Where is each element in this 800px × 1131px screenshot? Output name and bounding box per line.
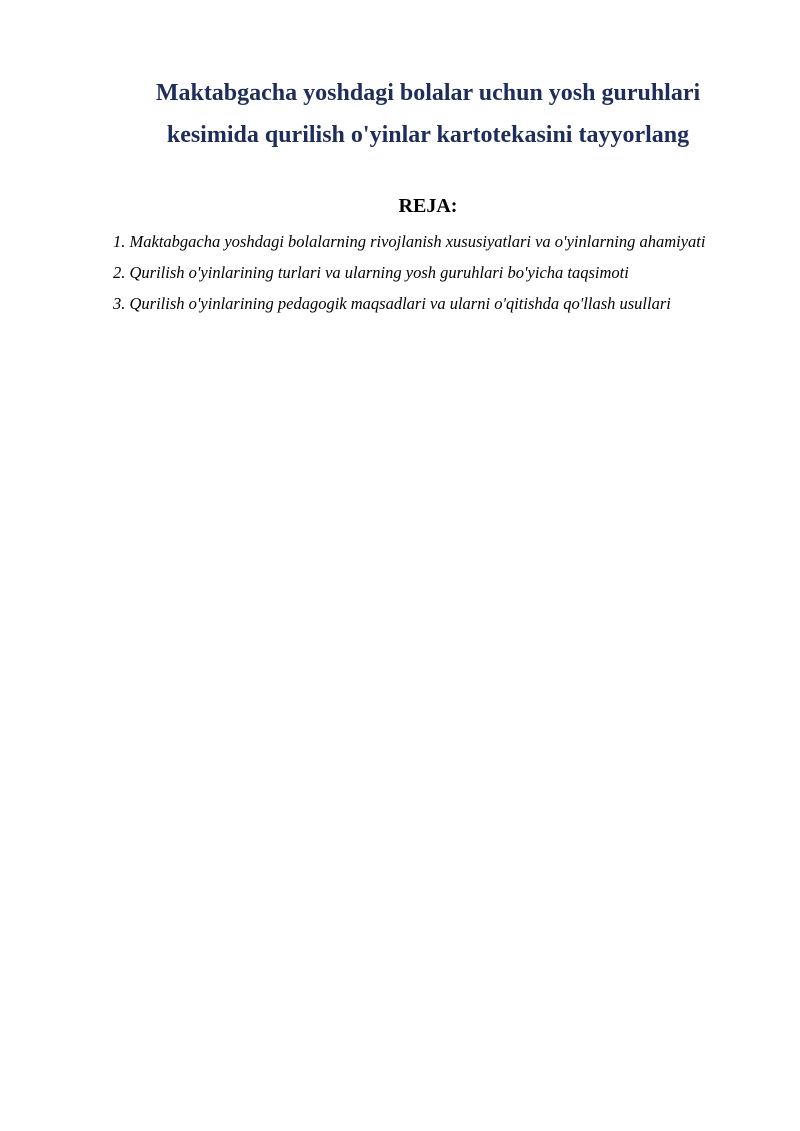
plan-list <box>113 226 743 319</box>
document-title-line-1: Maktabgacha yoshdagi bolalar uchun yosh guruhlari <box>155 80 701 106</box>
plan-heading: REJA: <box>398 195 458 217</box>
document-title-line-2: kesimida qurilish o'yinlar kartotekasini tayyorlang <box>166 122 690 148</box>
plan-item-3: 3. Qurilish o'yinlarining pedagogik maqsadlari va ularni o'qitishda qo'llash usullari <box>113 294 671 313</box>
document-title <box>113 72 743 156</box>
plan-item-2: 2. Qurilish o'yinlarining turlari va ularning yosh guruhlari bo'yicha taqsimoti <box>113 263 629 282</box>
plan-item-1: 1. Maktabgacha yoshdagi bolalarning rivojlanish xususiyatlari va o'yinlarning ahamiyati <box>113 232 706 251</box>
